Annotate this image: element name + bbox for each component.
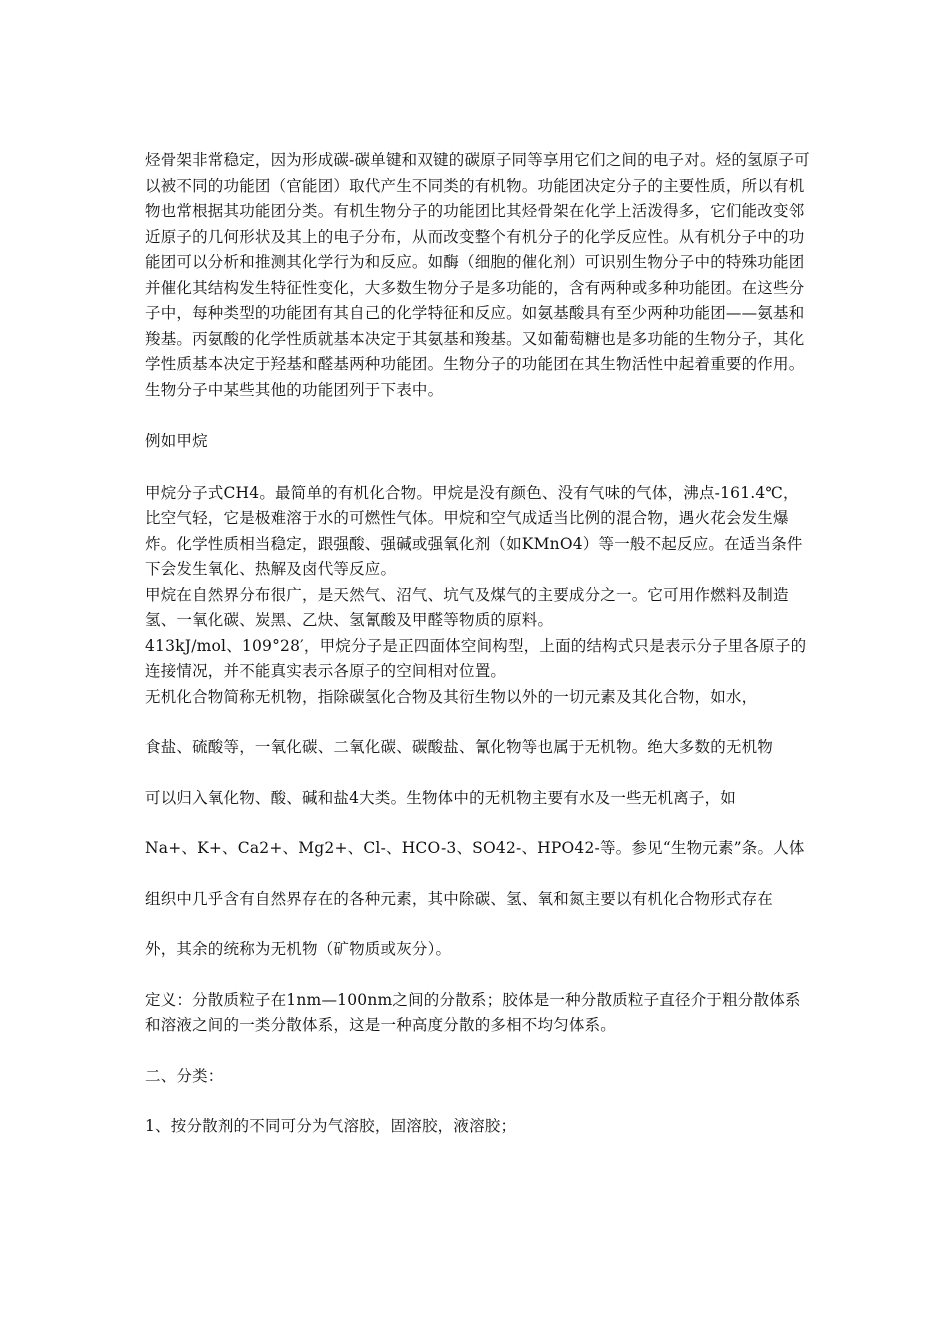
list-item-classification-1: 1、按分散剂的不同可分为气溶胶，固溶胶，液溶胶； xyxy=(145,1117,517,1135)
paragraph-inorganic-ions: Na+、K+、Ca2+、Mg2+、Cl-、HCO-3、SO42-、HPO42-等。参见“生物元素”条。人体 xyxy=(145,839,805,857)
paragraph-inorganic-definition: 无机化合物简称无机物，指除碳氢化合物及其衍生物以外的一切元素及其化合物，如水， xyxy=(145,687,758,706)
paragraph-methane-properties: 甲烷分子式CH4。最简单的有机化合物。甲烷是没有颜色、没有气味的气体，沸点-161.4℃，比空气轻，它是极难溶于水的可燃性气体。甲烷和空气成适当比例的混合物，遇火花会发生爆炸。化学性质相当稳定，跟强酸、强碱或强氧化剂（如KMnO4）等一般不起反应。在适当条件下会发生氧化、热解及卤代等反应。 xyxy=(145,483,803,578)
paragraph-minerals: 外，其余的统称为无机物（矿物质或灰分）。 xyxy=(145,940,452,958)
paragraph-body-elements: 组织中几乎含有自然界存在的各种元素，其中除碳、氢、氧和氮主要以有机化合物形式存在 xyxy=(145,889,774,908)
paragraph-methane-structure: 413kJ/mol、109°28′，甲烷分子是正四面体空间构型，上面的结构式只是表示分子里各原子的连接情况，并不能真实表示各原子的空间相对位置。 xyxy=(145,636,807,680)
paragraph-functional-groups: 烃骨架非常稳定，因为形成碳-碳单键和双键的碳原子同等享用它们之间的电子对。烃的氢原子可以被不同的功能团（官能团）取代产生不同类的有机物。功能团决定分子的主要性质，所以有机物也常根据其功能团分类。有机生物分子的功能团比其烃骨架在化学上活泼得多，它们能改变邻近原子的几何形状及其上的电子分布，从而改变整个有机分子的化学反应性。从有机分子中的功能团可以分析和推测其化学行为和反应。如酶（细胞的催化剂）可识别生物分子中的特殊功能团并催化其结构发生特征性变化，大多数生物分子是多功能的，含有两种或多种功能团。在这些分子中，每种类型的功能团有其自己的化学特征和反应。如氨基酸具有至少两种功能团——氨基和羧基。丙氨酸的化学性质就基本决定于其氨基和羧基。又如葡萄糖也是多功能的生物分子，其化学性质基本决定于羟基和醛基两种功能团。生物分子的功能团在其生物活性中起着重要的作用。生物分子中某些其他的功能团列于下表中。 xyxy=(145,151,810,399)
document-body xyxy=(145,148,810,1140)
section-heading-classification: 二、分类： xyxy=(145,1066,224,1085)
paragraph-methane-distribution: 甲烷在自然界分布很广，是天然气、沼气、坑气及煤气的主要成分之一。它可用作燃料及制造氢、一氧化碳、炭黑、乙炔、氢氰酸及甲醛等物质的原料。 xyxy=(145,585,789,629)
paragraph-inorganic-categories: 可以归入氧化物、酸、碱和盐4大类。生物体中的无机物主要有水及一些无机离子，如 xyxy=(145,788,736,807)
paragraph-colloid-definition: 定义：分散质粒子在1nm—100nm之间的分散系；胶体是一种分散质粒子直径介于粗分散体系和溶液之间的一类分散体系，这是一种高度分散的多相不均匀体系。 xyxy=(145,990,801,1034)
paragraph-inorganic-examples: 食盐、硫酸等，一氧化碳、二氧化碳、碳酸盐、氰化物等也属于无机物。绝大多数的无机物 xyxy=(145,738,774,756)
paragraph-example-heading: 例如甲烷 xyxy=(145,432,208,450)
